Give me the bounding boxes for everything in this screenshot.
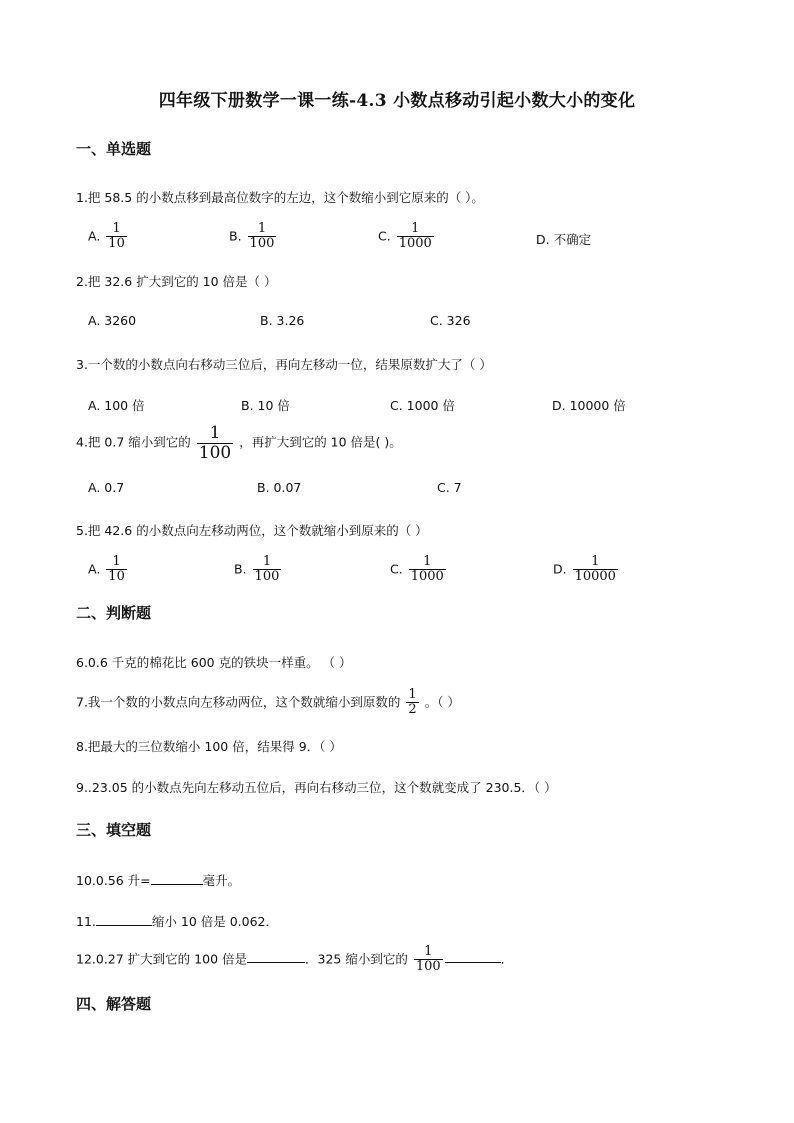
q5-option-c-label: C.: [390, 561, 403, 577]
numerator: 1: [112, 554, 121, 569]
numerator: 1: [591, 554, 600, 569]
denominator: 1000: [410, 569, 444, 585]
section-heading-problem-solving: 四、解答题: [76, 995, 152, 1013]
q3-option-b: B. 10 倍: [241, 398, 290, 413]
question-2: 2.把 32.6 扩大到它的 10 倍是（ ）: [76, 274, 277, 289]
q5-option-d-label: D.: [553, 561, 567, 577]
q7-prefix: 7.我一个数的小数点向左移动两位，这个数就缩小到原数的: [76, 694, 401, 710]
numerator: 1: [408, 687, 417, 702]
q12-answer-blank-2[interactable]: [445, 950, 501, 963]
q4-fraction: [197, 424, 233, 462]
q5-option-b-label: B.: [234, 561, 247, 577]
q4-suffix: ，再扩大到它的 10 倍是( )。: [239, 434, 402, 450]
q5-option-a-label: A.: [88, 561, 101, 577]
numerator: 1: [262, 554, 272, 569]
q1-option-b-label: B.: [229, 228, 242, 244]
q12-suffix: ．: [500, 951, 514, 967]
q1-option-a-fraction: [106, 222, 127, 252]
q1-option-c-fraction: [397, 222, 434, 252]
q5-option-b: [234, 555, 283, 585]
denominator: 100: [254, 569, 280, 585]
numerator: 1: [411, 221, 420, 236]
q1-option-c: [378, 222, 436, 252]
section-heading-fill-in: 三、填空题: [76, 821, 152, 839]
denominator: 2: [408, 702, 417, 718]
q1-option-c-label: C.: [378, 228, 391, 244]
q12-answer-blank-1[interactable]: [247, 950, 305, 963]
numerator: 1: [209, 423, 221, 443]
q4-prefix: 4.把 0.7 缩小到它的: [76, 434, 191, 450]
q1-option-d: D. 不确定: [536, 232, 592, 247]
q7-fraction: [406, 688, 418, 718]
q1-option-a: [88, 222, 129, 252]
question-7: [76, 688, 460, 718]
q1-option-b-fraction: [248, 222, 277, 252]
q5-option-d: [553, 555, 620, 585]
question-3: 3.一个数的小数点向右移动三位后，再向左移动一位，结果原数扩大了（ ）: [76, 357, 492, 372]
q10-prefix: 10.0.56 升=: [76, 873, 151, 888]
denominator: 10: [108, 236, 125, 252]
q4-option-b: B. 0.07: [257, 480, 302, 495]
q11-prefix: 11.: [76, 914, 96, 929]
page-title: 四年级下册数学一课一练-4.3 小数点移动引起小数大小的变化: [158, 91, 636, 111]
q10-answer-blank[interactable]: [151, 872, 203, 885]
question-6: 6.0.6 千克的棉花比 600 克的铁块一样重。 （ ）: [76, 655, 352, 670]
q5-option-a-fraction: [106, 555, 127, 585]
numerator: 1: [112, 221, 121, 236]
question-8: 8.把最大的三位数缩小 100 倍，结果得 9．（ ）: [76, 739, 342, 754]
q4-option-c: C. 7: [437, 480, 462, 495]
section-heading-true-false: 二、判断题: [76, 604, 152, 622]
q5-option-c: [390, 555, 448, 585]
denominator: 1000: [398, 236, 432, 252]
q1-option-a-label: A.: [88, 228, 101, 244]
q2-option-c: C. 326: [430, 313, 471, 328]
denominator: 10: [108, 569, 125, 585]
question-10: [76, 871, 240, 889]
q1-option-b: [229, 222, 278, 252]
denominator: 100: [415, 959, 441, 975]
q3-option-d: D. 10000 倍: [552, 398, 626, 413]
q12-fraction: [414, 945, 443, 975]
question-1: 1.把 58.5 的小数点移到最高位数字的左边，这个数缩小到它原来的（ ）。: [76, 190, 484, 205]
numerator: 1: [423, 554, 432, 569]
q3-option-a: A. 100 倍: [88, 398, 145, 413]
denominator: 100: [198, 442, 232, 463]
numerator: 1: [257, 221, 267, 236]
q2-option-b: B. 3.26: [260, 313, 305, 328]
denominator: 100: [249, 236, 275, 252]
q5-option-b-fraction: [253, 555, 282, 585]
q11-suffix: 缩小 10 倍是 0.062．: [151, 914, 279, 929]
q5-option-a: [88, 555, 129, 585]
q2-option-a: A. 3260: [88, 313, 137, 328]
q7-suffix: 。（ ）: [424, 694, 460, 710]
section-heading-single-choice: 一、单选题: [76, 140, 152, 158]
question-9: 9..23.05 的小数点先向左移动五位后，再向右移动三位，这个数就变成了 230.5．（ ）: [76, 780, 557, 795]
question-4: [76, 424, 402, 462]
q10-suffix: 毫升。: [202, 873, 241, 888]
question-12: [76, 945, 513, 975]
q12-middle: ．325 缩小到它的: [305, 951, 408, 967]
numerator: 1: [424, 944, 433, 959]
question-11: [76, 912, 278, 930]
question-5: 5.把 42.6 的小数点向左移动两位，这个数就缩小到原来的（ ）: [76, 523, 428, 538]
q5-option-d-fraction: [573, 555, 618, 585]
q12-prefix: 12.0.27 扩大到它的 100 倍是: [76, 951, 247, 967]
q4-option-a: A. 0.7: [88, 480, 125, 495]
q5-option-c-fraction: [409, 555, 446, 585]
denominator: 10000: [574, 569, 616, 585]
q3-option-c: C. 1000 倍: [390, 398, 455, 413]
q11-answer-blank[interactable]: [96, 913, 152, 926]
